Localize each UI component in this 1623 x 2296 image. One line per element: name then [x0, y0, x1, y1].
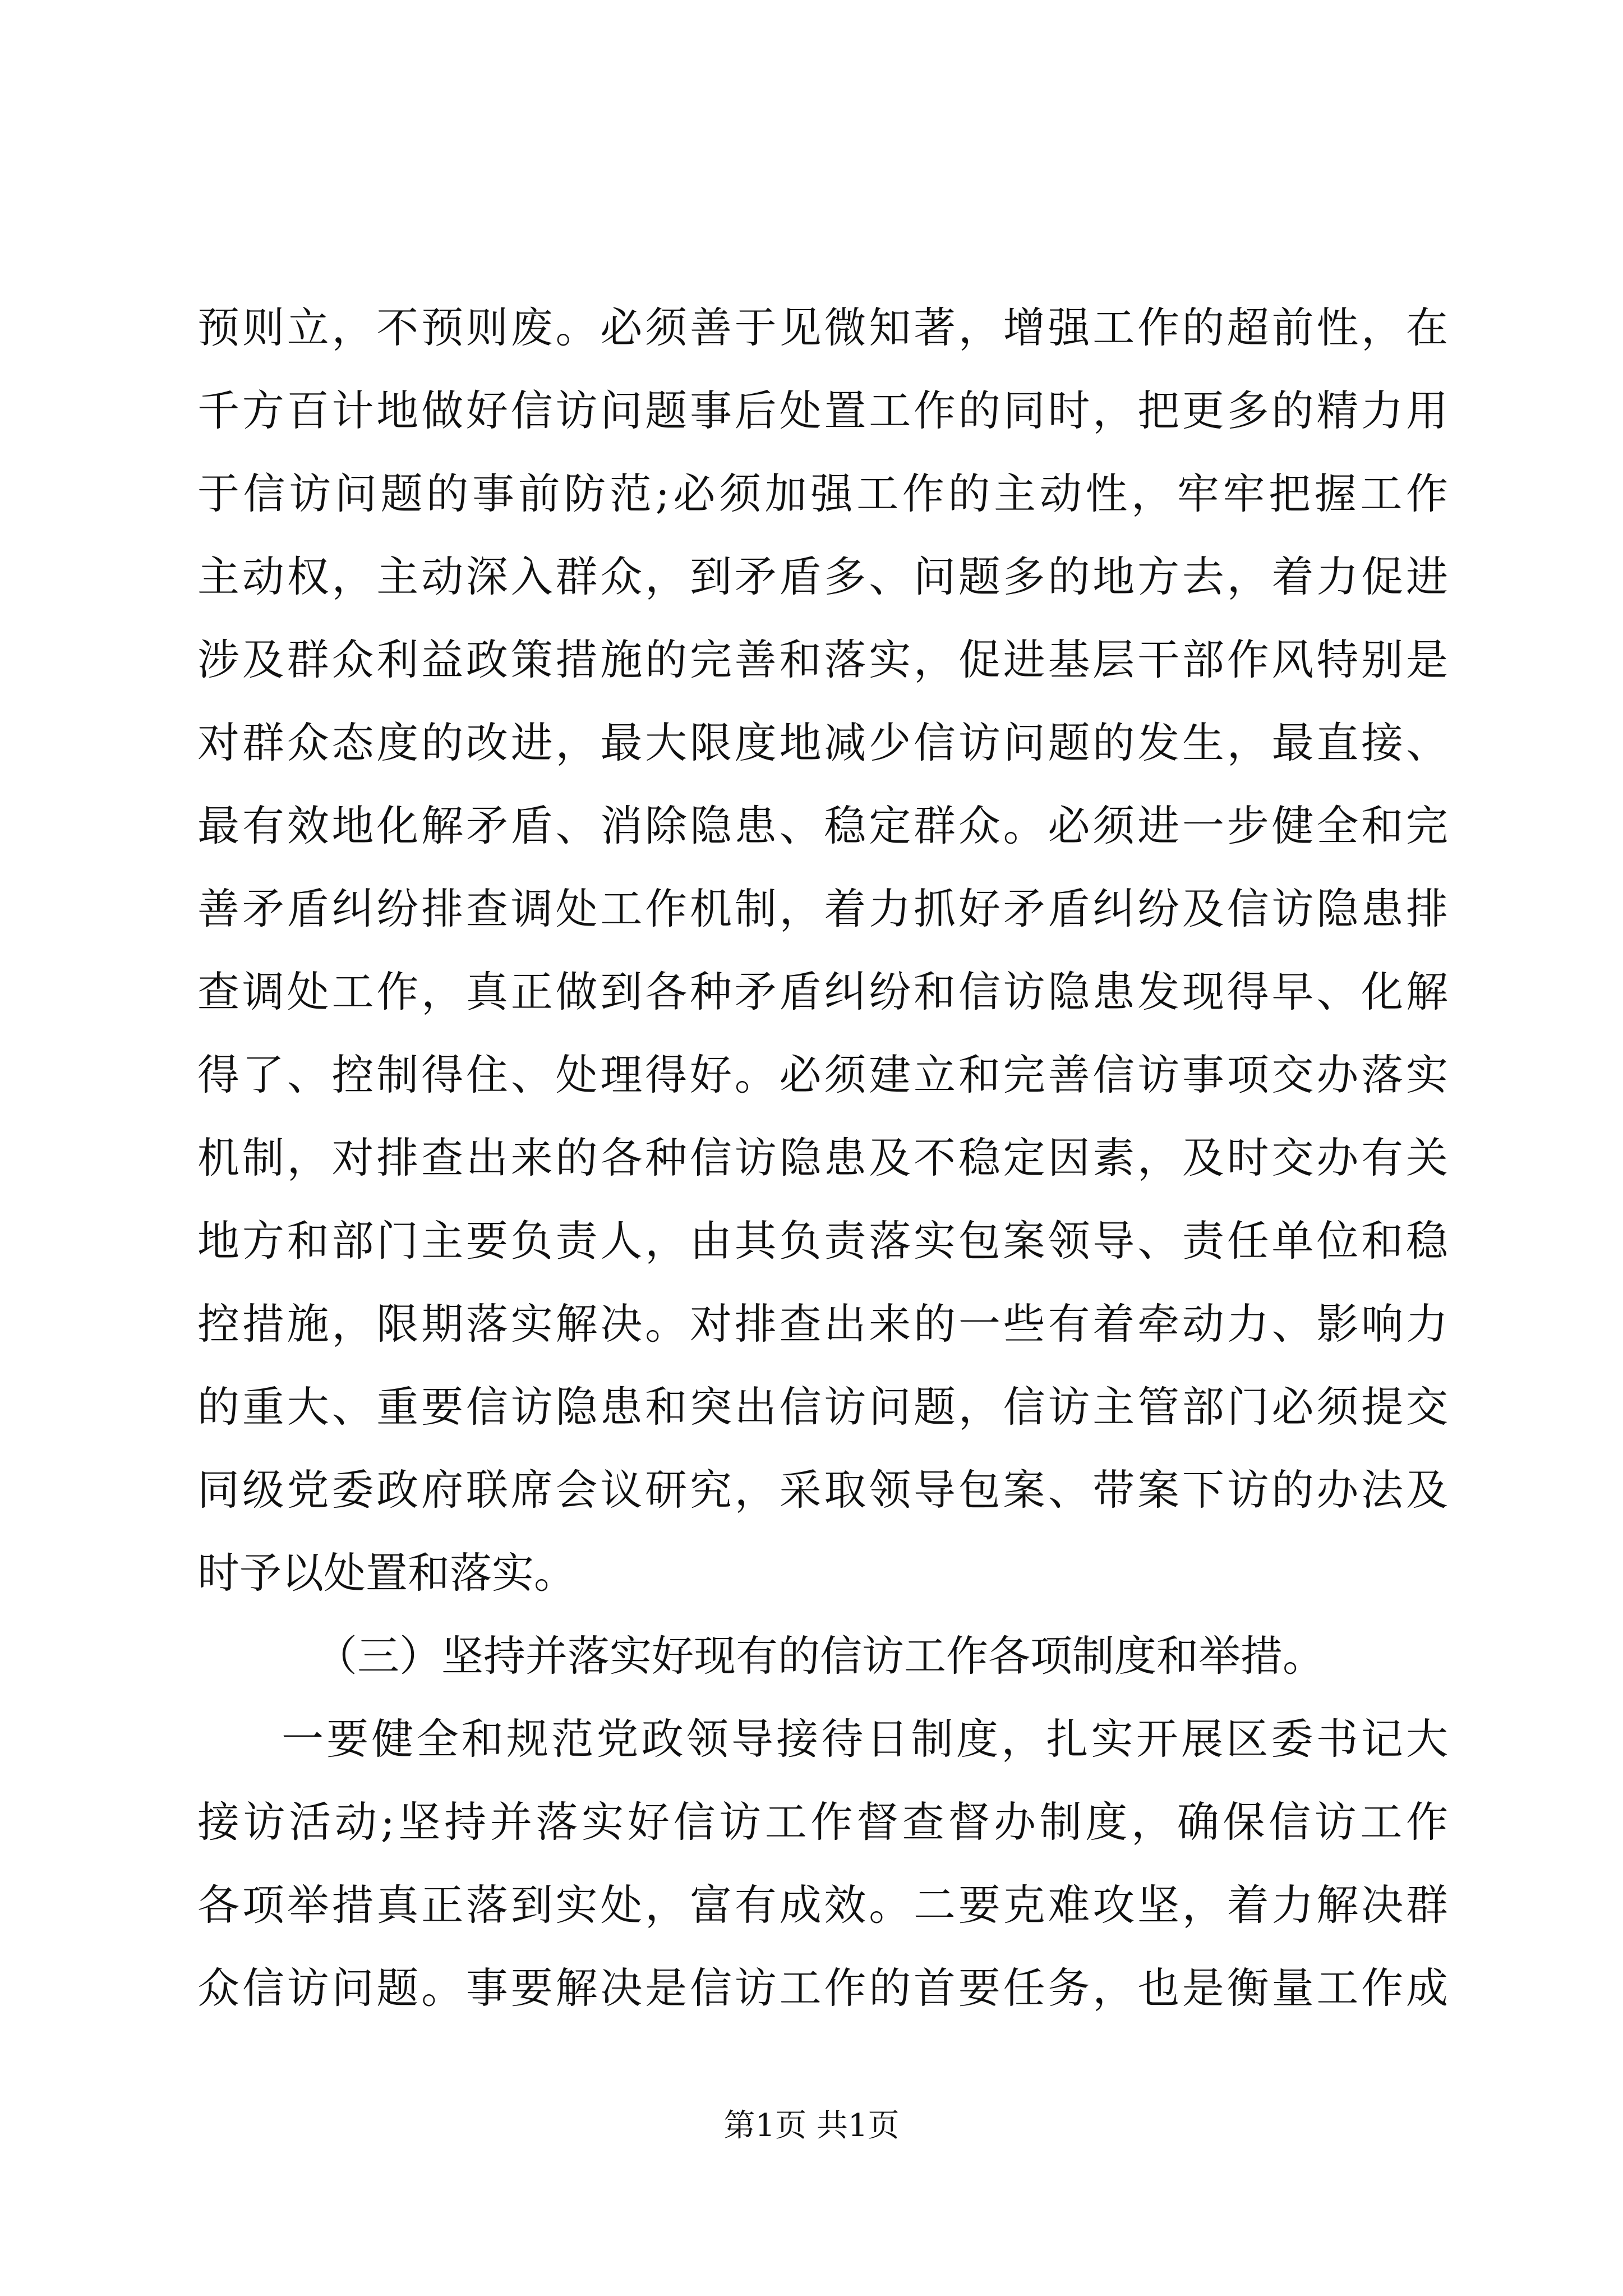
- text-line: 于信访问题的事前防范;必须加强工作的主动性，牢牢把握工作: [197, 469, 1448, 518]
- text-line: 各项举措真正落到实处，富有成效。二要克难攻坚，着力解决群: [197, 1880, 1448, 1930]
- text-line: 善矛盾纠纷排查调处工作机制，着力抓好矛盾纠纷及信访隐患排: [197, 884, 1448, 933]
- text-line: 控措施，限期落实解决。对排查出来的一些有着牵动力、影响力: [197, 1299, 1448, 1349]
- text-line: 机制，对排查出来的各种信访隐患及不稳定因素，及时交办有关: [197, 1133, 1448, 1182]
- text-line: 同级党委政府联席会议研究，采取领导包案、带案下访的办法及: [197, 1465, 1448, 1515]
- text-line: 接访活动;坚持并落实好信访工作督查督办制度，确保信访工作: [197, 1797, 1448, 1847]
- text-line: 最有效地化解矛盾、消除隐患、稳定群众。必须进一步健全和完: [197, 801, 1448, 850]
- text-line: 一要健全和规范党政领导接待日制度，扎实开展区委书记大: [282, 1714, 1448, 1764]
- page-footer: 第1页 共1页: [723, 2108, 900, 2144]
- text-line: 时予以处置和落实。: [197, 1548, 577, 1598]
- text-line: 众信访问题。事要解决是信访工作的首要任务，也是衡量工作成: [197, 1963, 1448, 2013]
- text-line: 对群众态度的改进，最大限度地减少信访问题的发生，最直接、: [197, 718, 1448, 767]
- text-line: 千方百计地做好信访问题事后处置工作的同时，把更多的精力用: [197, 386, 1448, 435]
- text-line: 地方和部门主要负责人，由其负责落实包案领导、责任单位和稳: [197, 1216, 1448, 1266]
- text-line: 的重大、重要信访隐患和突出信访问题，信访主管部门必须提交: [197, 1382, 1448, 1432]
- text-line: 得了、控制得住、处理得好。必须建立和完善信访事项交办落实: [197, 1050, 1448, 1099]
- text-line: 预则立，不预则废。必须善于见微知著，增强工作的超前性，在: [197, 303, 1448, 352]
- document-body: [197, 286, 1448, 2030]
- section-heading: （三）坚持并落实好现有的信访工作各项制度和举措。: [315, 1631, 1325, 1681]
- text-line: 涉及群众利益政策措施的完善和落实，促进基层干部作风特别是: [197, 635, 1448, 684]
- text-line: 主动权，主动深入群众，到矛盾多、问题多的地方去，着力促进: [197, 552, 1448, 601]
- text-line: 查调处工作，真正做到各种矛盾纠纷和信访隐患发现得早、化解: [197, 967, 1448, 1016]
